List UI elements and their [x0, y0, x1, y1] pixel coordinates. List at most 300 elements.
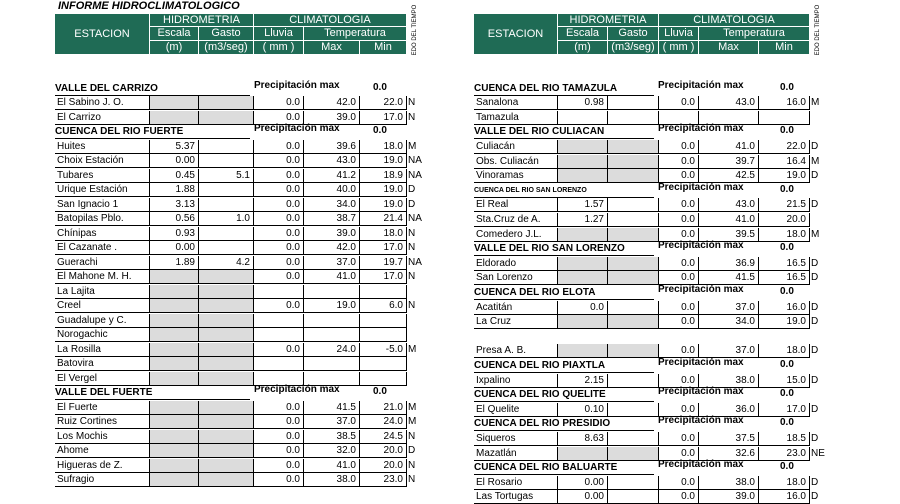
gasto-cell [608, 344, 659, 358]
temp-max-cell: 34.0 [304, 198, 360, 212]
gasto-cell [608, 271, 659, 285]
header-escala-unit: (m) [150, 41, 199, 55]
table-row [55, 444, 435, 458]
edo-tiempo-cell: D [408, 198, 416, 210]
station-name: Mazatlán [474, 447, 558, 461]
station-name: San Ignacio 1 [55, 198, 150, 212]
escala-cell: 8.63 [558, 432, 608, 446]
temp-min-cell: 16.0 [759, 301, 810, 315]
temp-min-cell [360, 314, 407, 328]
left-table-header [55, 14, 407, 55]
station-name: El Vergel [55, 372, 150, 386]
temp-max-cell [304, 357, 360, 371]
header-lluvia-unit: ( mm ) [659, 41, 699, 55]
edo-tiempo-cell [407, 328, 435, 342]
precip-max-value: 0.0 [780, 388, 794, 400]
escala-cell [150, 96, 199, 110]
station-name: Batovira [55, 357, 150, 371]
header-escala: Escala [150, 27, 199, 41]
header-climatologia: CLIMATOLOGIA [659, 14, 810, 27]
temp-max-cell: 42.0 [304, 96, 360, 110]
gasto-cell [608, 111, 659, 125]
gasto-cell [608, 228, 659, 242]
table-row [474, 155, 854, 169]
temp-max-cell: 41.5 [699, 271, 759, 285]
gasto-cell [199, 328, 254, 342]
section-name: VALLE DEL RIO CULIACAN [474, 125, 654, 139]
station-name: Siqueros [474, 432, 558, 446]
lluvia-cell: 0.0 [659, 490, 699, 504]
temp-max-cell: 32.0 [304, 444, 360, 458]
section-name: CUENCA DEL RIO FUERTE [55, 125, 250, 139]
gasto-cell [608, 169, 659, 183]
gasto-cell [199, 154, 254, 168]
temp-max-cell: 32.6 [699, 447, 759, 461]
lluvia-cell [254, 314, 304, 328]
temp-min-cell: 19.0 [360, 198, 407, 212]
temp-min-cell: 19.7 [360, 256, 407, 270]
temp-min-cell: 23.0 [759, 447, 810, 461]
station-name: La Cruz [474, 315, 558, 329]
precip-max-label: Precipitación max [658, 459, 744, 471]
lluvia-cell: 0.0 [659, 476, 699, 490]
table-row [55, 227, 435, 241]
precip-max-label: Precipitación max [254, 384, 340, 395]
lluvia-cell: 0.0 [659, 257, 699, 271]
lluvia-cell [254, 328, 304, 342]
gasto-cell [608, 447, 659, 461]
station-name: El Quelite [474, 403, 558, 417]
gasto-cell: 5.1 [199, 169, 254, 183]
temp-min-cell: 17.0 [360, 241, 407, 255]
escala-cell [150, 314, 199, 328]
temp-max-cell: 41.5 [304, 401, 360, 415]
section-name: CUENCA DEL RIO SAN LORENZO [474, 184, 654, 198]
section-name: CUENCA DEL RIO ELOTA [474, 286, 654, 300]
table-row [474, 315, 854, 329]
lluvia-cell: 0.0 [254, 227, 304, 241]
station-name: Sanalona [474, 96, 558, 110]
lluvia-cell: 0.0 [659, 271, 699, 285]
temp-max-cell: 40.0 [304, 183, 360, 197]
gasto-cell [199, 314, 254, 328]
gasto-cell [608, 257, 659, 271]
escala-cell: 0.00 [558, 490, 608, 504]
precip-max-label: Precipitación max [658, 181, 744, 193]
gasto-cell [608, 140, 659, 154]
table-row [55, 169, 435, 183]
lluvia-cell: 0.0 [659, 228, 699, 242]
table-row [55, 343, 435, 357]
table-row [474, 140, 854, 154]
escala-cell: 0.98 [558, 96, 608, 110]
station-name: Ixpalino [474, 374, 558, 388]
gasto-cell [199, 473, 254, 487]
station-name: El Sabino J. O. [55, 96, 150, 110]
lluvia-cell: 0.0 [254, 241, 304, 255]
escala-cell [558, 111, 608, 125]
gasto-cell: 1.0 [199, 212, 254, 226]
header-estacion: ESTACION [474, 14, 558, 55]
table-row [55, 459, 435, 473]
temp-min-cell: 20.0 [360, 444, 407, 458]
temp-max-cell: 39.0 [699, 490, 759, 504]
escala-cell [150, 401, 199, 415]
temp-min-cell: 16.0 [759, 490, 810, 504]
lluvia-cell: 0.0 [254, 270, 304, 284]
temp-min-cell: 17.0 [759, 403, 810, 417]
edo-tiempo-cell [407, 372, 435, 386]
station-name: Norogachic [55, 328, 150, 342]
station-name: Acatitán [474, 301, 558, 315]
station-name: El Cazanate . [55, 241, 150, 255]
station-name: Chínipas [55, 227, 150, 241]
edo-tiempo-cell: N [408, 97, 416, 108]
temp-max-cell: 38.5 [304, 430, 360, 444]
escala-cell [150, 444, 199, 458]
gasto-cell [608, 96, 659, 110]
table-row [474, 432, 854, 446]
lluvia-cell: 0.0 [659, 198, 699, 212]
temp-min-cell: 19.0 [759, 169, 810, 183]
escala-cell [558, 169, 608, 183]
lluvia-cell: 0.0 [254, 473, 304, 487]
temp-max-cell: 37.0 [699, 301, 759, 315]
temp-min-cell: 16.5 [759, 257, 810, 271]
temp-max-cell: 38.0 [699, 476, 759, 490]
gasto-cell [199, 459, 254, 473]
temp-min-cell: 15.0 [759, 374, 810, 388]
temp-max-cell: 41.0 [699, 140, 759, 154]
table-row [55, 401, 435, 415]
header-gasto: Gasto [199, 27, 254, 41]
lluvia-cell: 0.0 [254, 140, 304, 154]
lluvia-cell: 0.0 [659, 315, 699, 329]
escala-cell: 0.56 [150, 212, 199, 226]
table-row [55, 285, 435, 299]
escala-cell [558, 344, 608, 358]
escala-cell: 2.15 [558, 374, 608, 388]
lluvia-cell: 0.0 [254, 343, 304, 357]
edo-tiempo-cell [407, 285, 435, 299]
temp-min-cell: 19.0 [759, 315, 810, 329]
edo-tiempo-cell: D [811, 476, 819, 488]
lluvia-cell: 0.0 [659, 140, 699, 154]
edo-tiempo-cell: D [811, 272, 819, 284]
gasto-cell [199, 227, 254, 241]
section-row [474, 125, 854, 139]
temp-min-cell: 21.5 [759, 198, 810, 212]
gasto-cell [199, 415, 254, 429]
escala-cell: 0.10 [558, 403, 608, 417]
section-row [474, 286, 854, 300]
station-name: Huites [55, 140, 150, 154]
precip-max-label: Precipitación max [658, 386, 744, 398]
gasto-cell: 4.2 [199, 256, 254, 270]
temp-max-cell: 41.0 [699, 213, 759, 227]
header-escala: Escala [558, 27, 608, 41]
escala-cell [150, 270, 199, 284]
temp-min-cell: 19.0 [360, 183, 407, 197]
temp-min-cell: 16.5 [759, 271, 810, 285]
temp-min-cell: -5.0 [360, 343, 407, 357]
header-temperatura: Temperatura [699, 27, 810, 41]
lluvia-cell: 0.0 [254, 430, 304, 444]
gasto-cell [608, 198, 659, 212]
temp-min-cell: 17.0 [360, 111, 407, 125]
escala-cell [150, 357, 199, 371]
temp-min-cell: 18.0 [360, 227, 407, 241]
precip-max-label: Precipitación max [658, 79, 744, 91]
precip-max-value: 0.0 [780, 183, 794, 195]
escala-cell: 1.27 [558, 213, 608, 227]
table-row [474, 301, 854, 315]
gasto-cell [199, 285, 254, 299]
station-name: Sufragio [55, 473, 150, 487]
table-row [474, 213, 854, 227]
lluvia-cell: 0.0 [254, 183, 304, 197]
gasto-cell [199, 198, 254, 212]
escala-cell: 0.00 [150, 241, 199, 255]
gasto-cell [199, 140, 254, 154]
escala-cell [150, 372, 199, 386]
header-max: Max [699, 41, 759, 55]
edo-tiempo-cell: N [408, 459, 416, 471]
edo-tiempo-cell: D [408, 445, 416, 456]
edo-tiempo-cell: NA [408, 169, 422, 181]
escala-cell [150, 299, 199, 313]
edo-tiempo-cell: D [408, 184, 416, 195]
precip-max-value: 0.0 [780, 461, 794, 473]
station-name: Guadalupe y C. [55, 314, 150, 328]
temp-min-cell: 19.0 [360, 154, 407, 168]
escala-cell [558, 140, 608, 154]
precip-max-value: 0.0 [780, 359, 794, 370]
edo-tiempo-cell: D [811, 170, 819, 182]
gasto-cell [199, 299, 254, 313]
header-hidrometria: HIDROMETRIA [150, 14, 254, 27]
temp-max-cell: 39.0 [304, 227, 360, 241]
table-row [55, 473, 435, 487]
gasto-cell [608, 476, 659, 490]
gasto-cell [199, 357, 254, 371]
temp-min-cell [360, 285, 407, 299]
edo-tiempo-cell: NA [408, 213, 422, 224]
section-name: CUENCA DEL RIO QUELITE [474, 388, 654, 402]
edo-tiempo-cell: D [811, 345, 819, 357]
precip-max-value: 0.0 [373, 81, 387, 93]
edo-tiempo-label: EDO DEL TIEMPO [815, 4, 821, 56]
table-row [55, 314, 435, 328]
escala-cell: 0.00 [558, 476, 608, 490]
edo-tiempo-cell: D [811, 257, 819, 269]
station-name: Ruiz Cortines [55, 415, 150, 429]
header-hidrometria: HIDROMETRIA [558, 14, 659, 27]
precip-max-label: Precipitación max [254, 123, 340, 134]
temp-max-cell: 37.0 [699, 344, 759, 358]
gasto-cell [199, 183, 254, 197]
lluvia-cell: 0.0 [659, 432, 699, 446]
escala-cell [558, 228, 608, 242]
table-row [55, 328, 435, 342]
temp-min-cell: 24.0 [360, 415, 407, 429]
escala-cell [558, 257, 608, 271]
escala-cell: 0.45 [150, 169, 199, 183]
edo-tiempo-cell: M [408, 343, 417, 355]
edo-tiempo-cell: NA [408, 256, 422, 268]
section-name: CUENCA DEL RIO PIAXTLA [474, 359, 654, 373]
table-row [55, 241, 435, 255]
edo-tiempo-cell: NE [811, 447, 825, 459]
edo-tiempo-cell: M [408, 416, 417, 427]
precip-max-label: Precipitación max [658, 284, 744, 295]
temp-max-cell: 24.0 [304, 343, 360, 357]
lluvia-cell: 0.0 [659, 96, 699, 110]
temp-min-cell: 21.4 [360, 212, 407, 226]
edo-tiempo-cell: N [408, 300, 416, 311]
station-name: El Mahone M. H. [55, 270, 150, 284]
temp-max-cell [304, 314, 360, 328]
lluvia-cell: 0.0 [659, 301, 699, 315]
table-row [55, 415, 435, 429]
temp-min-cell: 18.0 [759, 228, 810, 242]
header-gasto-unit: (m3/seg) [199, 41, 254, 55]
precip-max-label: Precipitación max [658, 123, 744, 135]
header-lluvia: Lluvia [254, 27, 304, 41]
edo-tiempo-label: EDO DEL TIEMPO [412, 4, 418, 56]
precip-max-value: 0.0 [780, 81, 794, 93]
lluvia-cell: 0.0 [254, 169, 304, 183]
temp-max-cell: 42.0 [304, 241, 360, 255]
station-name: Choix Estación [55, 154, 150, 168]
table-row [55, 212, 435, 226]
temp-max-cell: 38.0 [304, 473, 360, 487]
temp-min-cell: 24.5 [360, 430, 407, 444]
escala-cell: 1.89 [150, 256, 199, 270]
section-name: VALLE DEL RIO SAN LORENZO [474, 242, 654, 256]
temp-min-cell: 21.0 [360, 401, 407, 415]
escala-cell [558, 155, 608, 169]
header-gasto: Gasto [608, 27, 659, 41]
escala-cell: 0.0 [558, 301, 608, 315]
temp-max-cell: 38.7 [304, 212, 360, 226]
lluvia-cell: 0.0 [659, 169, 699, 183]
temp-min-cell: 16.4 [759, 155, 810, 169]
lluvia-cell: 0.0 [659, 344, 699, 358]
precip-max-value: 0.0 [373, 386, 387, 397]
escala-cell [150, 111, 199, 125]
temp-max-cell: 34.0 [699, 315, 759, 329]
station-name: La Lajita [55, 285, 150, 299]
section-row [474, 181, 854, 198]
edo-tiempo-cell: D [811, 403, 819, 415]
right-table-header [474, 14, 810, 55]
temp-max-cell: 41.2 [304, 169, 360, 183]
temp-max-cell: 37.5 [699, 432, 759, 446]
table-row [474, 96, 854, 110]
station-name: Urique Estación [55, 183, 150, 197]
table-row [55, 154, 435, 168]
temp-min-cell [360, 357, 407, 371]
station-name: Comedero J.L. [474, 228, 558, 242]
escala-cell [150, 430, 199, 444]
temp-max-cell: 41.0 [304, 459, 360, 473]
station-name: El Fuerte [55, 401, 150, 415]
table-row [55, 198, 435, 212]
section-row [55, 125, 435, 139]
edo-tiempo-cell: D [811, 301, 819, 313]
precip-max-value: 0.0 [780, 125, 794, 137]
header-lluvia: Lluvia [659, 27, 699, 41]
temp-max-cell [304, 328, 360, 342]
edo-tiempo-cell: D [811, 316, 819, 328]
edo-tiempo-cell: D [811, 141, 819, 152]
edo-tiempo-cell: N [408, 227, 416, 239]
table-row [55, 430, 435, 444]
section-row [474, 79, 854, 96]
temp-min-cell [360, 328, 407, 342]
temp-min-cell: 18.0 [360, 140, 407, 154]
escala-cell [150, 285, 199, 299]
edo-tiempo-cell [810, 111, 840, 125]
escala-cell [150, 328, 199, 342]
escala-cell [150, 343, 199, 357]
lluvia-cell: 0.0 [254, 111, 304, 125]
temp-max-cell: 43.0 [699, 96, 759, 110]
gasto-cell [199, 270, 254, 284]
station-name: San Lorenzo [474, 271, 558, 285]
escala-cell: 0.00 [150, 154, 199, 168]
temp-min-cell: 20.0 [759, 213, 810, 227]
header-escala-unit: (m) [558, 41, 608, 55]
station-name: El Real [474, 198, 558, 212]
station-name: Creel [55, 299, 150, 313]
station-name: Vinoramas [474, 169, 558, 183]
temp-max-cell: 39.5 [699, 228, 759, 242]
gasto-cell [199, 372, 254, 386]
section-row [474, 242, 854, 256]
lluvia-cell: 0.0 [659, 374, 699, 388]
temp-min-cell: 17.0 [360, 270, 407, 284]
edo-tiempo-cell: N [408, 430, 416, 442]
precip-max-label: Precipitación max [254, 79, 340, 91]
section-name: CUENCA DEL RIO PRESIDIO [474, 417, 654, 431]
edo-tiempo-cell: M [408, 140, 417, 152]
temp-max-cell: 39.7 [699, 155, 759, 169]
escala-cell [150, 473, 199, 487]
precip-max-value: 0.0 [780, 286, 794, 297]
edo-tiempo-cell: D [811, 199, 819, 211]
temp-min-cell: 18.0 [759, 476, 810, 490]
edo-tiempo-cell: D [811, 374, 819, 386]
edo-tiempo-cell: M [811, 97, 820, 109]
temp-min-cell: 6.0 [360, 299, 407, 313]
lluvia-cell: 0.0 [659, 213, 699, 227]
gasto-cell [608, 403, 659, 417]
temp-max-cell: 42.5 [699, 169, 759, 183]
temp-max-cell: 39.0 [304, 111, 360, 125]
table-row [55, 111, 435, 125]
station-name: Las Tortugas [474, 490, 558, 504]
report-title: INFORME HIDROCLIMATOLOGICO [58, 0, 240, 12]
temp-max-cell: 36.0 [699, 403, 759, 417]
section-row [55, 386, 435, 400]
lluvia-cell: 0.0 [659, 447, 699, 461]
temp-min-cell: 20.0 [360, 459, 407, 473]
table-row [55, 299, 435, 313]
lluvia-cell: 0.0 [254, 299, 304, 313]
section-name: VALLE DEL FUERTE [55, 386, 250, 400]
